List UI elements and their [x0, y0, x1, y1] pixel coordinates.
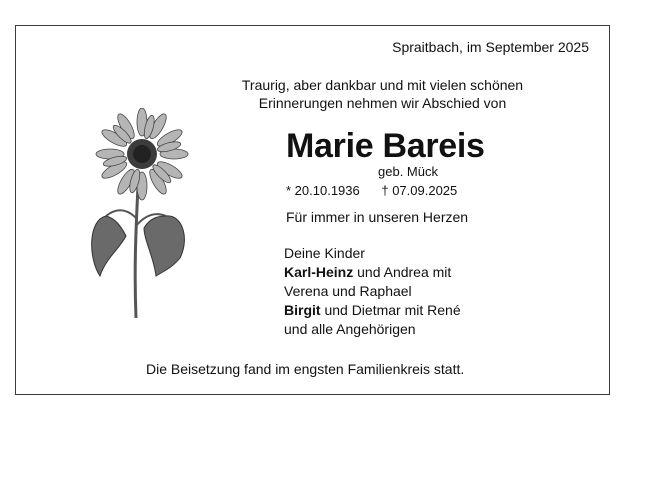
intro-text — [16, 76, 609, 112]
birth-date: * 20.10.1936 — [286, 183, 360, 198]
mourners-text: und Andrea mit — [353, 264, 452, 280]
mourners-text: und Dietmar mit René — [320, 302, 461, 318]
mourner-name: Karl-Heinz — [284, 264, 354, 280]
life-dates — [286, 182, 457, 200]
mourners-list — [284, 244, 461, 339]
mourners-line — [284, 263, 461, 282]
intro-line-1: Traurig, aber dankbar und mit vielen schönen — [241, 77, 524, 93]
mourner-name: Birgit — [284, 302, 321, 318]
mourners-line: Verena und Raphael — [284, 283, 412, 299]
burial-note: Die Beisetzung fand im engsten Familienkreis statt. — [146, 361, 465, 377]
birth-name: geb. Mück — [378, 164, 438, 179]
deceased-name: Marie Bareis — [286, 127, 485, 165]
mourners-line — [284, 301, 461, 320]
death-date: † 07.09.2025 — [381, 183, 458, 198]
mourners-line: Deine Kinder — [284, 245, 365, 261]
sunflower-icon — [86, 108, 191, 320]
motto: Für immer in unseren Herzen — [286, 209, 469, 225]
mourners-line: und alle Angehörigen — [284, 321, 416, 337]
obituary-card — [15, 25, 610, 395]
intro-line-2: Erinnerungen nehmen wir Abschied von — [258, 95, 507, 111]
place-date: Spraitbach, im September 2025 — [392, 39, 589, 55]
